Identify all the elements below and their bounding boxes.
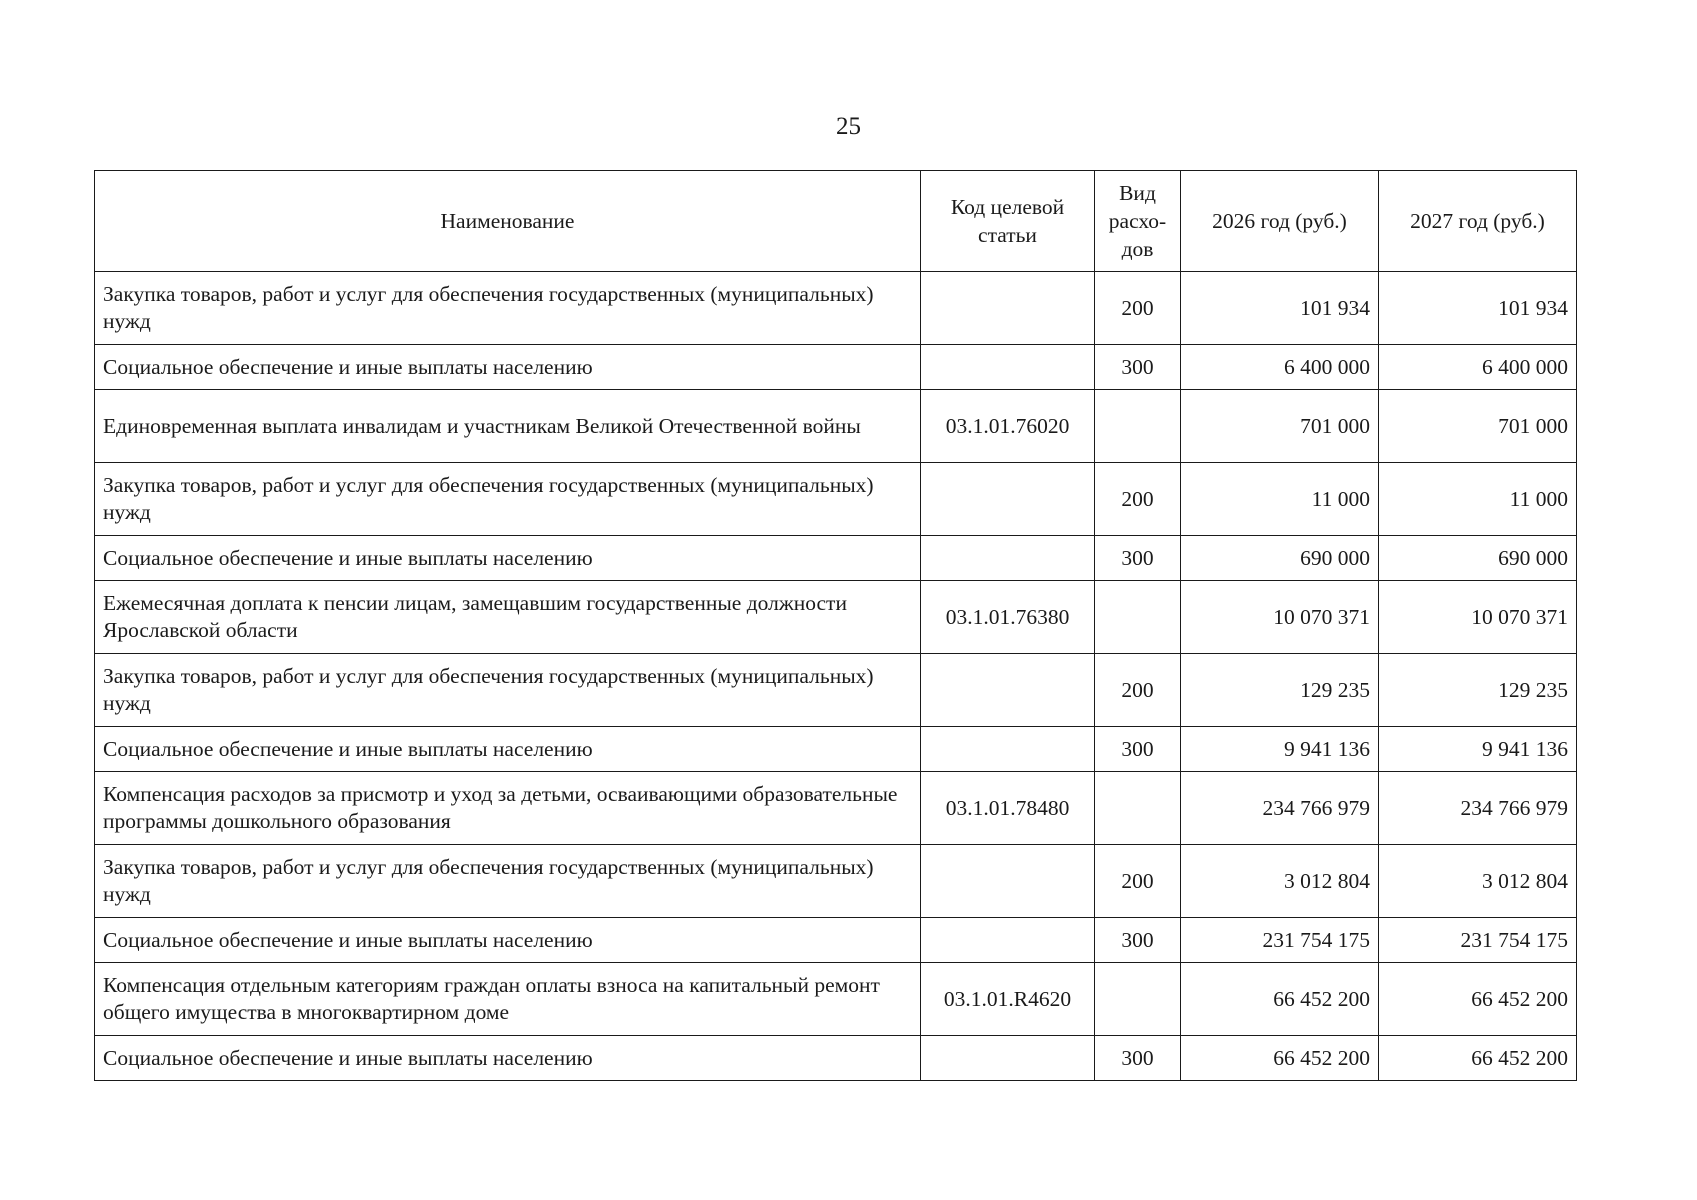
cell-2026: 11 000 — [1181, 463, 1379, 536]
cell-2027: 101 934 — [1379, 272, 1577, 345]
cell-code: 03.1.01.78480 — [921, 772, 1095, 845]
cell-code: 03.1.01.R4620 — [921, 963, 1095, 1036]
header-year-2027: 2027 год (руб.) — [1379, 171, 1577, 272]
cell-name: Социальное обеспечение и иные выплаты населению — [95, 345, 921, 390]
cell-code — [921, 1036, 1095, 1081]
cell-code — [921, 345, 1095, 390]
page-number: 25 — [836, 113, 861, 140]
cell-2027: 231 754 175 — [1379, 918, 1577, 963]
cell-kind: 200 — [1095, 272, 1181, 345]
cell-2026: 701 000 — [1181, 390, 1379, 463]
table-row — [95, 536, 1577, 581]
cell-code — [921, 654, 1095, 727]
cell-name: Социальное обеспечение и иные выплаты населению — [95, 1036, 921, 1081]
cell-2026: 231 754 175 — [1181, 918, 1379, 963]
cell-kind — [1095, 581, 1181, 654]
cell-2026: 234 766 979 — [1181, 772, 1379, 845]
table-header-row — [95, 171, 1577, 272]
cell-name: Закупка товаров, работ и услуг для обеспечения государственных (муниципальных) нужд — [95, 845, 921, 918]
cell-kind: 300 — [1095, 918, 1181, 963]
cell-code — [921, 918, 1095, 963]
cell-name: Компенсация отдельным категориям граждан оплаты взноса на капитальный ремонт общего имущества в многоквартирном доме — [95, 963, 921, 1036]
header-name: Наименование — [95, 171, 921, 272]
cell-code — [921, 463, 1095, 536]
cell-2026: 129 235 — [1181, 654, 1379, 727]
cell-name: Социальное обеспечение и иные выплаты населению — [95, 727, 921, 772]
cell-name: Закупка товаров, работ и услуг для обеспечения государственных (муниципальных) нужд — [95, 654, 921, 727]
cell-2027: 10 070 371 — [1379, 581, 1577, 654]
cell-2026: 690 000 — [1181, 536, 1379, 581]
cell-name: Закупка товаров, работ и услуг для обеспечения государственных (муниципальных) нужд — [95, 463, 921, 536]
cell-kind — [1095, 963, 1181, 1036]
budget-table — [94, 170, 1577, 1081]
cell-code: 03.1.01.76380 — [921, 581, 1095, 654]
table-row — [95, 463, 1577, 536]
table-row — [95, 963, 1577, 1036]
cell-2026: 66 452 200 — [1181, 963, 1379, 1036]
cell-2026: 66 452 200 — [1181, 1036, 1379, 1081]
cell-code — [921, 727, 1095, 772]
cell-kind — [1095, 772, 1181, 845]
cell-2026: 10 070 371 — [1181, 581, 1379, 654]
cell-2026: 101 934 — [1181, 272, 1379, 345]
table-row — [95, 772, 1577, 845]
table-row — [95, 727, 1577, 772]
header-code: Код целевой статьи — [921, 171, 1095, 272]
cell-kind: 200 — [1095, 845, 1181, 918]
cell-2027: 6 400 000 — [1379, 345, 1577, 390]
cell-kind — [1095, 390, 1181, 463]
cell-name: Ежемесячная доплата к пенсии лицам, замещавшим государственные должности Ярославской области — [95, 581, 921, 654]
header-kind: Вид расхо-дов — [1095, 171, 1181, 272]
cell-code — [921, 272, 1095, 345]
cell-name: Социальное обеспечение и иные выплаты населению — [95, 918, 921, 963]
table-row — [95, 272, 1577, 345]
cell-2027: 701 000 — [1379, 390, 1577, 463]
cell-kind: 300 — [1095, 1036, 1181, 1081]
cell-name: Социальное обеспечение и иные выплаты населению — [95, 536, 921, 581]
cell-kind: 300 — [1095, 727, 1181, 772]
cell-2027: 11 000 — [1379, 463, 1577, 536]
cell-kind: 300 — [1095, 345, 1181, 390]
cell-2026: 9 941 136 — [1181, 727, 1379, 772]
table-row — [95, 918, 1577, 963]
table-row — [95, 345, 1577, 390]
cell-2027: 66 452 200 — [1379, 963, 1577, 1036]
cell-name: Единовременная выплата инвалидам и участникам Великой Отечественной войны — [95, 390, 921, 463]
cell-kind: 200 — [1095, 654, 1181, 727]
cell-2026: 6 400 000 — [1181, 345, 1379, 390]
cell-code: 03.1.01.76020 — [921, 390, 1095, 463]
table-row — [95, 390, 1577, 463]
cell-2027: 9 941 136 — [1379, 727, 1577, 772]
cell-code — [921, 845, 1095, 918]
cell-2027: 690 000 — [1379, 536, 1577, 581]
cell-2027: 66 452 200 — [1379, 1036, 1577, 1081]
cell-name: Закупка товаров, работ и услуг для обеспечения государственных (муниципальных) нужд — [95, 272, 921, 345]
cell-name: Компенсация расходов за присмотр и уход за детьми, осваивающими образовательные программы дошкольного образования — [95, 772, 921, 845]
cell-code — [921, 536, 1095, 581]
header-year-2026: 2026 год (руб.) — [1181, 171, 1379, 272]
cell-kind: 200 — [1095, 463, 1181, 536]
table-row — [95, 1036, 1577, 1081]
table-row — [95, 581, 1577, 654]
cell-2027: 129 235 — [1379, 654, 1577, 727]
table-row — [95, 845, 1577, 918]
cell-kind: 300 — [1095, 536, 1181, 581]
cell-2027: 3 012 804 — [1379, 845, 1577, 918]
cell-2027: 234 766 979 — [1379, 772, 1577, 845]
cell-2026: 3 012 804 — [1181, 845, 1379, 918]
table-row — [95, 654, 1577, 727]
